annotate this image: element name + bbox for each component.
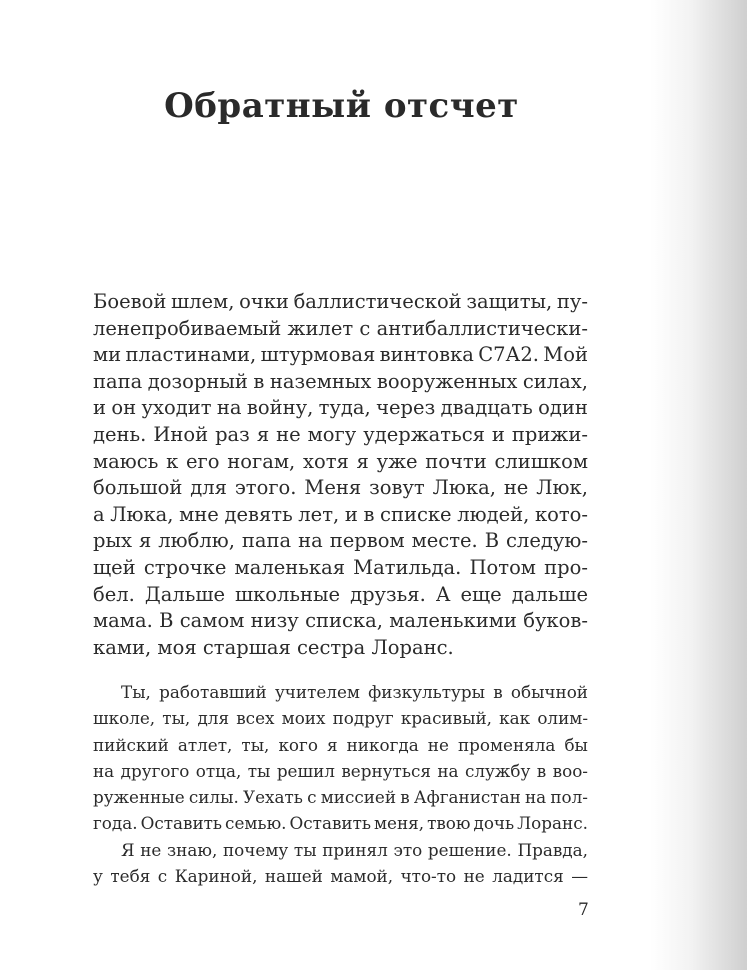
text-line: бел. Дальше школьные друзья. А еще дальше [93,582,588,606]
text-line: года. Оставить семью. Оставить меня, твою дочь Лоранс. [93,813,588,834]
text-line: а Люка, мне девять лет, и в списке людей, кото- [93,502,588,526]
text-line: папа дозорный в наземных вооруженных силах, [93,369,588,393]
text-line: день. Иной раз я не могу удержаться и прижи- [93,422,588,446]
intro-paragraph [93,289,588,661]
text-line: на другого отца, ты решил вернуться на службу в воо- [93,760,588,781]
text-line: большой для этого. Меня зовут Люка, не Люк, [93,476,588,500]
text-line: мама. В самом низу списка, маленькими буков- [93,609,588,633]
text-line: Я не знаю, почему ты принял это решение. Правда, [121,839,588,860]
text-line: школе, ты, для всех моих подруг красивый, как олим- [93,708,588,729]
text-line: пийский атлет, ты, кого я никогда не променяла бы [93,734,588,755]
text-line: рых я люблю, папа на первом месте. В следую- [93,529,588,553]
text-line: и он уходит на войну, туда, через двадцать один [93,396,588,420]
text-line: ми пластинами, штурмовая винтовка С7А2. Мой [93,343,588,367]
text-line: Боевой шлем, очки баллистической защиты, пу- [93,290,588,313]
text-line: у тебя с Кариной, нашей мамой, что-то не ладится — [93,866,588,887]
chapter-title: Обратный отсчет [164,86,519,126]
text-line: ленепробиваемый жилет с антибаллистически- [93,316,588,340]
page-number: 7 [578,900,589,920]
text-line: ками, моя старшая сестра Лоранс. [93,635,454,659]
text-line: маюсь к его ногам, хотя я уже почти слишком [93,449,588,473]
text-line: руженные силы. Уехать с миссией в Афганистан на пол- [93,787,588,808]
text-line: Ты, работавший учителем физкультуры в обычной [121,682,588,702]
text-line: щей строчке маленькая Матильда. Потом про- [93,555,588,579]
body-paragraphs [93,679,588,889]
